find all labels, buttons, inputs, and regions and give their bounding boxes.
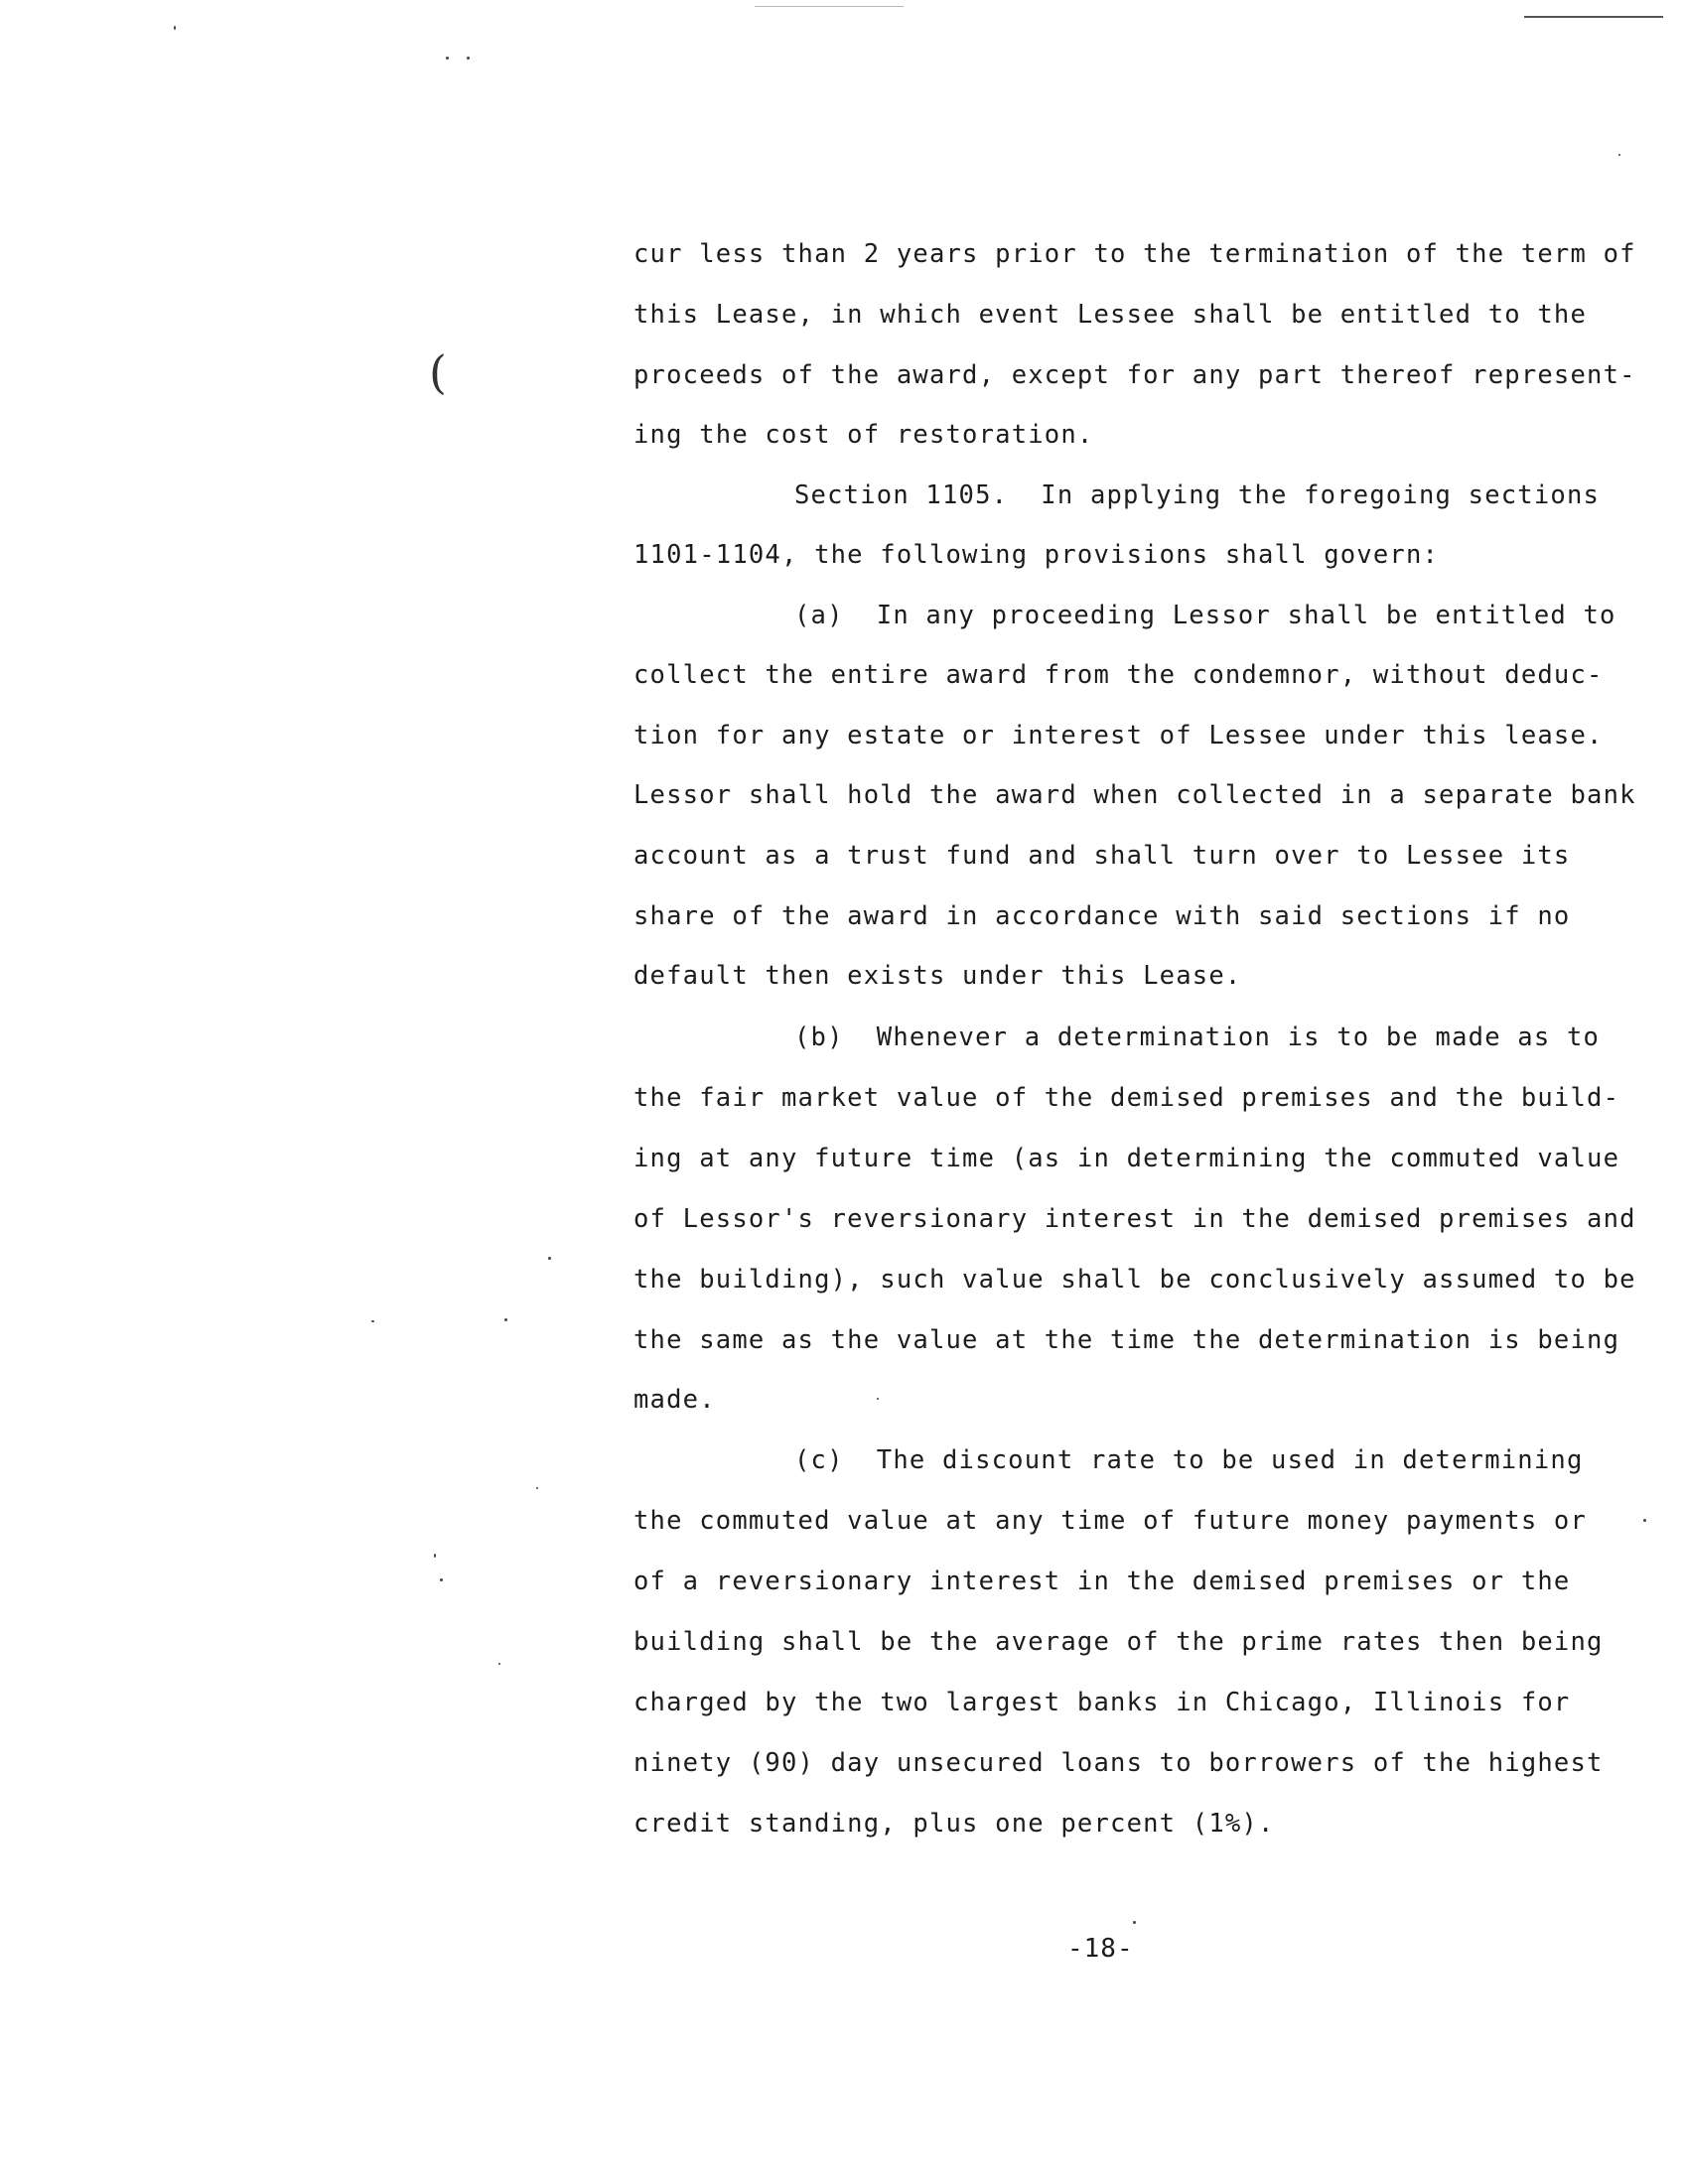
text-line: default then exists under this Lease.: [633, 961, 1242, 991]
scan-artifact: [371, 1320, 374, 1322]
scan-artifact: [467, 57, 470, 60]
scan-artifact: [877, 1398, 879, 1400]
scan-artifact: [1524, 16, 1663, 18]
text-line: the building), such value shall be conclusively assumed to be: [633, 1265, 1636, 1295]
scan-artifact: [446, 57, 449, 60]
scan-artifact: [1618, 154, 1620, 156]
scan-artifact: [434, 1554, 436, 1558]
text-line: the fair market value of the demised premises and the build-: [633, 1083, 1620, 1113]
scan-artifact: [755, 6, 904, 7]
scan-artifact: [548, 1257, 551, 1260]
scan-artifact: [174, 26, 176, 30]
text-line: ninety (90) day unsecured loans to borrowers of the highest: [633, 1748, 1604, 1778]
text-line: this Lease, in which event Lessee shall be entitled to the: [633, 300, 1588, 330]
text-line: charged by the two largest banks in Chicago, Illinois for: [633, 1688, 1571, 1717]
text-line: the same as the value at the time the determination is being: [633, 1325, 1620, 1355]
text-line: credit standing, plus one percent (1%).: [633, 1809, 1275, 1839]
text-line: of Lessor's reversionary interest in the demised premises and: [633, 1204, 1636, 1234]
text-line: cur less than 2 years prior to the termination of the term of: [633, 239, 1636, 269]
text-line: account as a trust fund and shall turn over to Lessee its: [633, 841, 1571, 871]
text-line: Lessor shall hold the award when collected in a separate bank: [633, 780, 1636, 810]
text-line: tion for any estate or interest of Lessee under this lease.: [633, 721, 1604, 751]
text-line: ing at any future time (as in determining the commuted value: [633, 1144, 1620, 1173]
clause-a-line: (a) In any proceeding Lessor shall be entitled to: [794, 601, 1616, 630]
text-line: building shall be the average of the prime rates then being: [633, 1627, 1604, 1657]
text-line: collect the entire award from the condemnor, without deduc-: [633, 660, 1604, 690]
text-line: proceeds of the award, except for any part thereof represent-: [633, 360, 1636, 390]
scan-artifact: [504, 1318, 507, 1321]
scan-artifact: [1643, 1519, 1646, 1522]
text-line: of a reversionary interest in the demised premises or the: [633, 1567, 1571, 1596]
scan-artifact: [440, 1578, 443, 1581]
section-heading-line: Section 1105. In applying the foregoing sections: [794, 480, 1601, 510]
clause-c-line: (c) The discount rate to be used in determining: [794, 1445, 1584, 1475]
text-line: share of the award in accordance with said sections if no: [633, 901, 1571, 931]
text-line: 1101-1104, the following provisions shall govern:: [633, 540, 1440, 570]
scan-artifact: [1133, 1921, 1136, 1924]
text-line: the commuted value at any time of future money payments or: [633, 1506, 1588, 1536]
clause-b-line: (b) Whenever a determination is to be made as to: [794, 1023, 1601, 1052]
text-line: made.: [633, 1385, 716, 1415]
text-line: ing the cost of restoration.: [633, 420, 1094, 450]
scan-artifact: [498, 1663, 500, 1665]
margin-bracket-mark: (: [429, 345, 447, 399]
page-number: -18-: [1067, 1934, 1134, 1964]
scan-artifact: [536, 1487, 538, 1489]
